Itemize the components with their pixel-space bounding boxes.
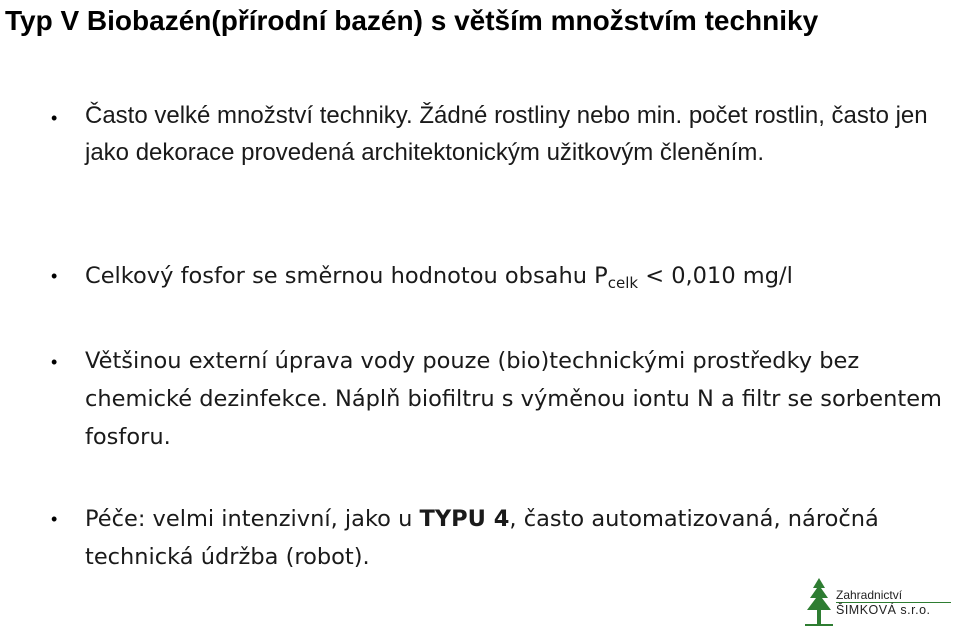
bullet-text-1: Často velké množství techniky. Žádné rostliny nebo min. počet rostlin, často jen jako dekorace provedená architektonickým užitkovým členěním.: [85, 102, 928, 166]
care-text: Péče: velmi intenzivní, jako u: [85, 506, 420, 532]
bullet-text-2: [85, 257, 945, 295]
phosphorus-limit: < 0,010 mg/l: [638, 263, 793, 289]
bullet-text-4: [85, 500, 945, 576]
bullet-marker: •: [51, 266, 58, 286]
logo-line-1: Zahradnictví: [836, 588, 903, 602]
care-text-rest: , často automatizovaná, náročná technická údržba (robot).: [85, 506, 879, 570]
bullet-marker: •: [51, 509, 58, 529]
pine-tree-icon: [803, 576, 835, 628]
slide-title: Typ V Biobazén(přírodní bazén) s větším množstvím techniky: [5, 5, 819, 36]
subscript-celk: celk: [607, 274, 639, 292]
bullet-marker: •: [51, 352, 58, 372]
type-4-emphasis: TYPU 4: [419, 506, 510, 532]
company-logo: [803, 576, 953, 628]
logo-line-2: ŠIMKOVÁ s.r.o.: [836, 603, 931, 617]
bullet-marker: •: [51, 108, 58, 128]
bullet-text-3: Většinou externí úprava vody pouze (bio)technickými prostředky bez chemické dezinfekce. Náplň biofiltru s výměnou iontu N a filtr se sorbentem fosforu.: [85, 348, 942, 450]
phosphorus-text: Celkový fosfor se směrnou hodnotou obsahu P: [85, 263, 608, 289]
